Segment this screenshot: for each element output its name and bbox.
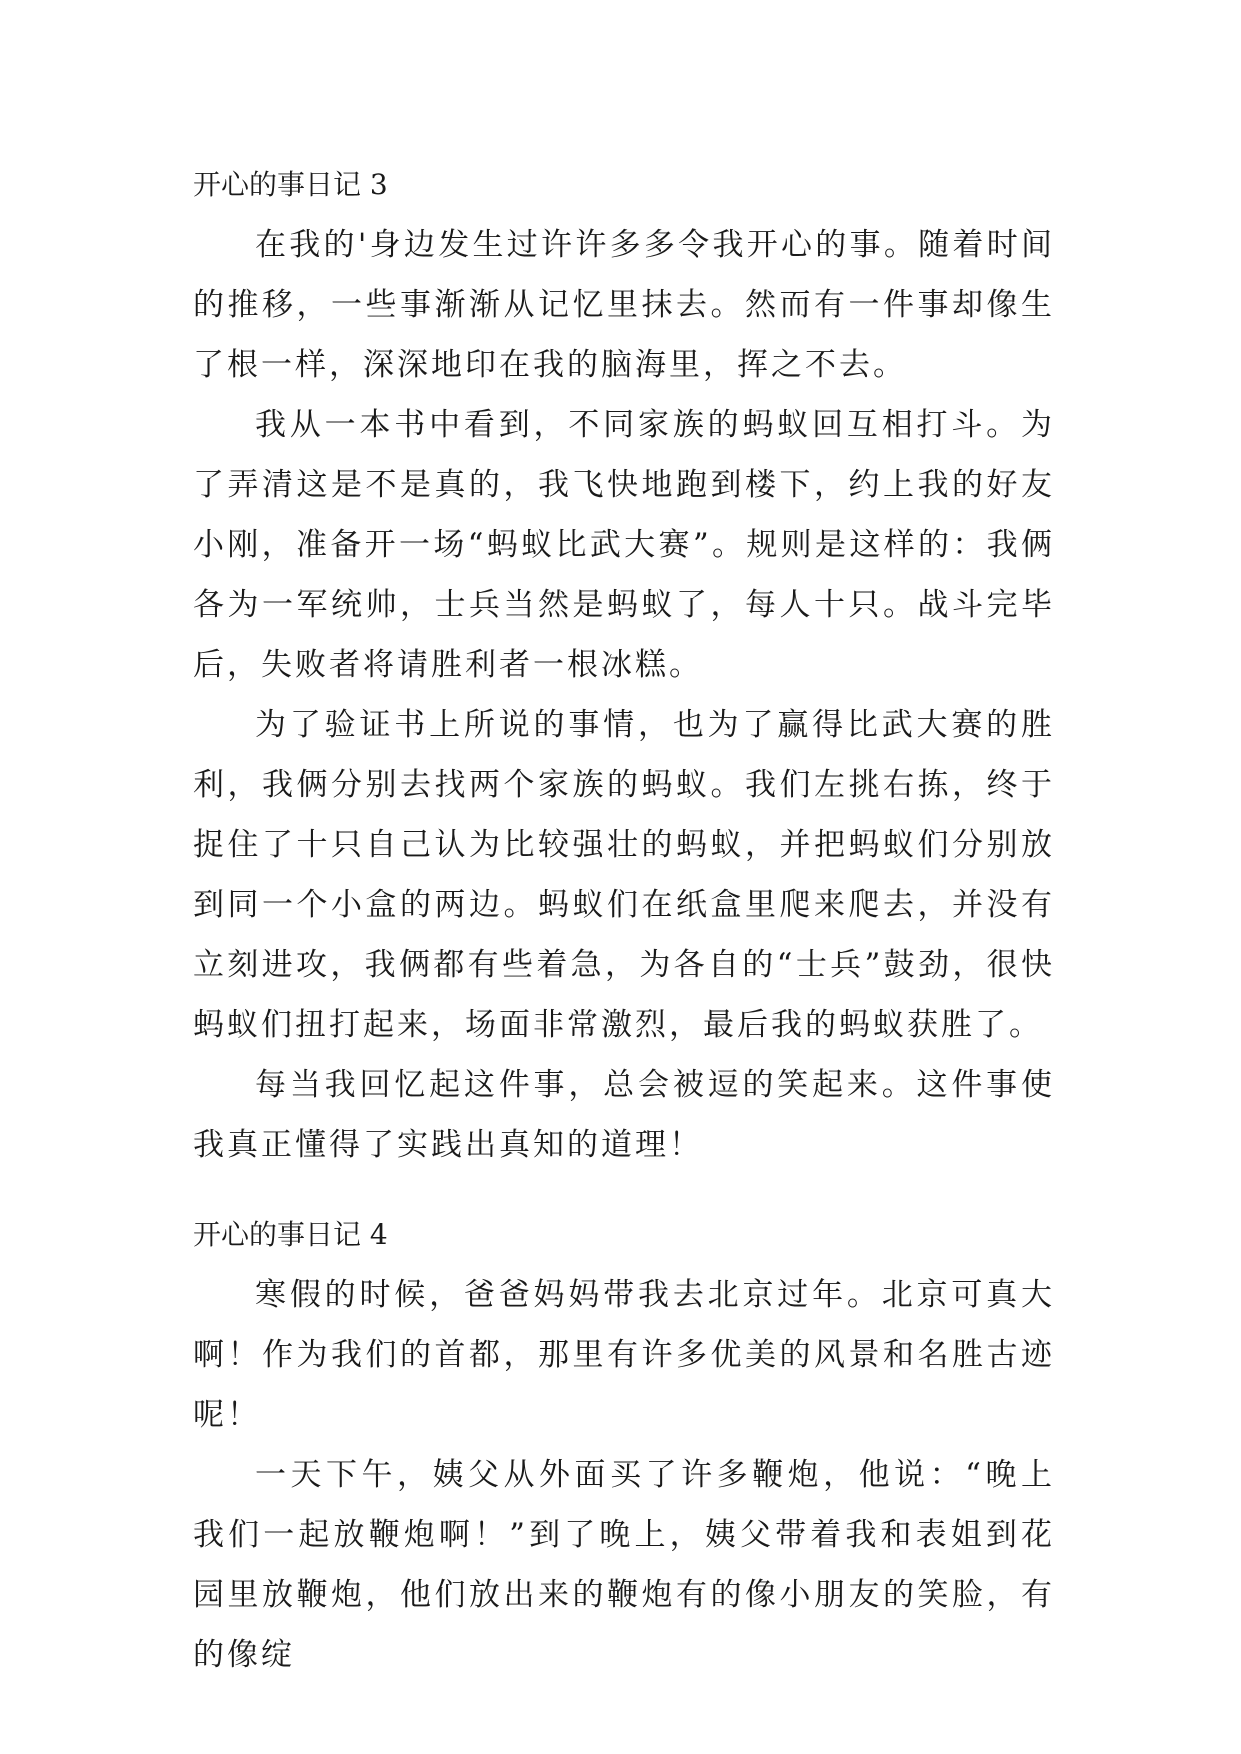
- paragraph: 寒假的时候，爸爸妈妈带我去北京过年。北京可真大啊！作为我们的首都，那里有许多优美的风景和名胜古迹呢！: [193, 1277, 1055, 1433]
- paragraph: 为了验证书上所说的事情，也为了赢得比武大赛的胜利，我俩分别去找两个家族的蚂蚁。我们左挑右拣，终于捉住了十只自己认为比较强壮的蚂蚁，并把蚂蚁们分别放到同一个小盒的两边。蚂蚁们在纸盒里爬来爬去，并没有立刻进攻，我俩都有些着急，为各自的“士兵”鼓劲，很快蚂蚁们扭打起来，场面非常激烈，最后我的蚂蚁获胜了。: [193, 707, 1055, 1043]
- paragraph: 每当我回忆起这件事，总会被逗的笑起来。这件事使我真正懂得了实践出真知的道理！: [193, 1067, 1055, 1163]
- entry-title: 开心的事日记 4: [193, 1218, 388, 1251]
- paragraph: 我从一本书中看到，不同家族的蚂蚁回互相打斗。为了弄清这是不是真的，我飞快地跑到楼下，约上我的好友小刚，准备开一场“蚂蚁比武大赛”。规则是这样的：我俩各为一军统帅，士兵当然是蚂蚁了，每人十只。战斗完毕后，失败者将请胜利者一根冰糕。: [193, 407, 1055, 683]
- diary-entry-3: [193, 155, 1055, 1175]
- paragraph: 在我的'身边发生过许许多多令我开心的事。随着时间的推移，一些事渐渐从记忆里抹去。然而有一件事却像生了根一样，深深地印在我的脑海里，挥之不去。: [193, 227, 1055, 383]
- paragraph: 一天下午，姨父从外面买了许多鞭炮，他说：“晚上我们一起放鞭炮啊！”到了晚上，姨父带着我和表姐到花园里放鞭炮，他们放出来的鞭炮有的像小朋友的笑脸，有的像绽: [193, 1457, 1055, 1673]
- diary-entry-4: [193, 1205, 1055, 1685]
- entry-title: 开心的事日记 3: [193, 168, 388, 201]
